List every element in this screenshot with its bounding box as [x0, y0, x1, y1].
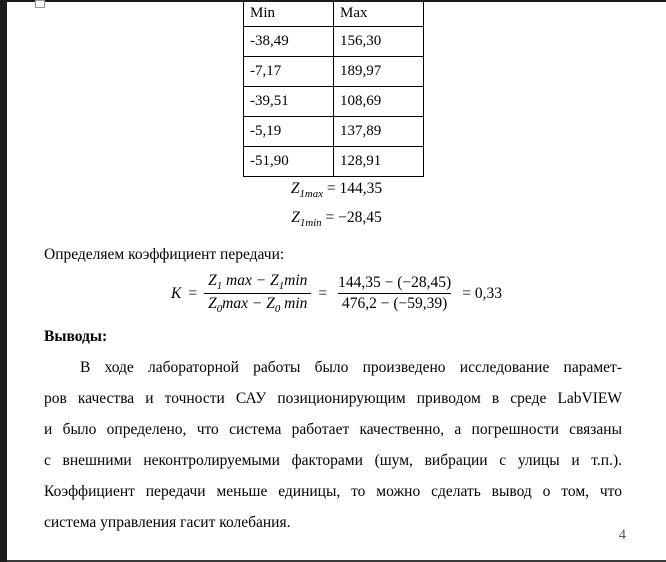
table-header-min: Min	[244, 1, 334, 27]
math-variable: Z	[266, 295, 275, 313]
math-subscript: 1min	[299, 217, 322, 230]
math-subscript: 1	[278, 280, 285, 293]
paragraph-line: Коэффициент передачи меньше единицы, то можно сделать вывод о том, что	[44, 483, 622, 500]
table-row	[244, 87, 424, 117]
equation-z1max	[7, 180, 666, 200]
math-variable: Z	[208, 295, 217, 313]
math-subscript: 0	[216, 303, 223, 316]
table-row	[244, 117, 424, 147]
math-subscript: 1	[216, 280, 223, 293]
table-cell-max: 128,91	[334, 147, 424, 177]
formula-k: K	[171, 284, 182, 302]
table-cell-min: -7,17	[244, 57, 334, 87]
math-variable: Z	[291, 209, 300, 226]
table-row	[244, 57, 424, 87]
paragraph-line: система управления гасит колебания.	[44, 514, 291, 531]
table-row	[244, 147, 424, 177]
math-variable: max −	[222, 295, 267, 313]
min-max-table	[243, 0, 424, 177]
table-cell-max: 189,97	[334, 57, 424, 87]
conclusion-paragraph	[44, 352, 622, 538]
table-cell-min: -39,51	[244, 87, 334, 117]
formula-fraction-numeric	[334, 273, 455, 314]
formula-fraction-symbolic	[204, 271, 311, 316]
gain-intro-text: Определяем коэффициент передачи:	[44, 246, 285, 263]
paragraph-line: ров качества и точности САУ позиционирующим приводом в среде LabVIEW	[44, 390, 622, 407]
table-cell-min: -5,19	[244, 117, 334, 147]
conclusions-heading: Выводы:	[44, 328, 108, 345]
formula-equals: =	[318, 284, 328, 302]
math-variable: min	[280, 295, 308, 313]
table-header-max: Max	[334, 1, 424, 27]
paragraph-line: с внешними неконтролируемыми факторами (шум, вибрации с улицы и т.п.).	[44, 452, 622, 469]
table-cell-max: 108,69	[334, 87, 424, 117]
table-cell-min: -51,90	[244, 147, 334, 177]
math-subscript: 0	[274, 303, 281, 316]
math-variable: max −	[222, 272, 271, 289]
fraction-denominator: 476,2 − (−59,39)	[338, 293, 451, 314]
math-variable: Z	[208, 272, 217, 289]
fraction-denominator	[204, 293, 311, 316]
math-variable: Z	[270, 272, 279, 289]
table-row	[244, 27, 424, 57]
gain-formula	[7, 271, 666, 316]
math-variable: Z	[290, 180, 300, 197]
table-cell-max: 156,30	[334, 27, 424, 57]
table-cell-min: -38,49	[244, 27, 334, 57]
fraction-numerator: 144,35 − (−28,45)	[338, 274, 452, 292]
fraction-numerator	[204, 271, 311, 293]
page-edge-top	[0, 0, 666, 2]
math-subscript: 1max	[299, 188, 323, 201]
math-variable: min	[284, 272, 308, 289]
math-value: = 144,35	[323, 180, 383, 197]
page-edge-left	[0, 0, 7, 562]
anchor-marker	[35, 0, 45, 8]
equation-z1min	[7, 209, 666, 229]
paragraph-line: и было определено, что система работает качественно, а погрешности связаны	[44, 421, 622, 438]
math-value: = −28,45	[321, 209, 382, 226]
formula-equals: =	[188, 284, 198, 302]
table-header-row	[244, 1, 424, 27]
page-number: 4	[618, 527, 626, 543]
paragraph-line: В ходе лабораторной работы было произведено исследование парамет-	[80, 359, 622, 376]
formula-result: = 0,33	[462, 284, 502, 302]
table-cell-max: 137,89	[334, 117, 424, 147]
